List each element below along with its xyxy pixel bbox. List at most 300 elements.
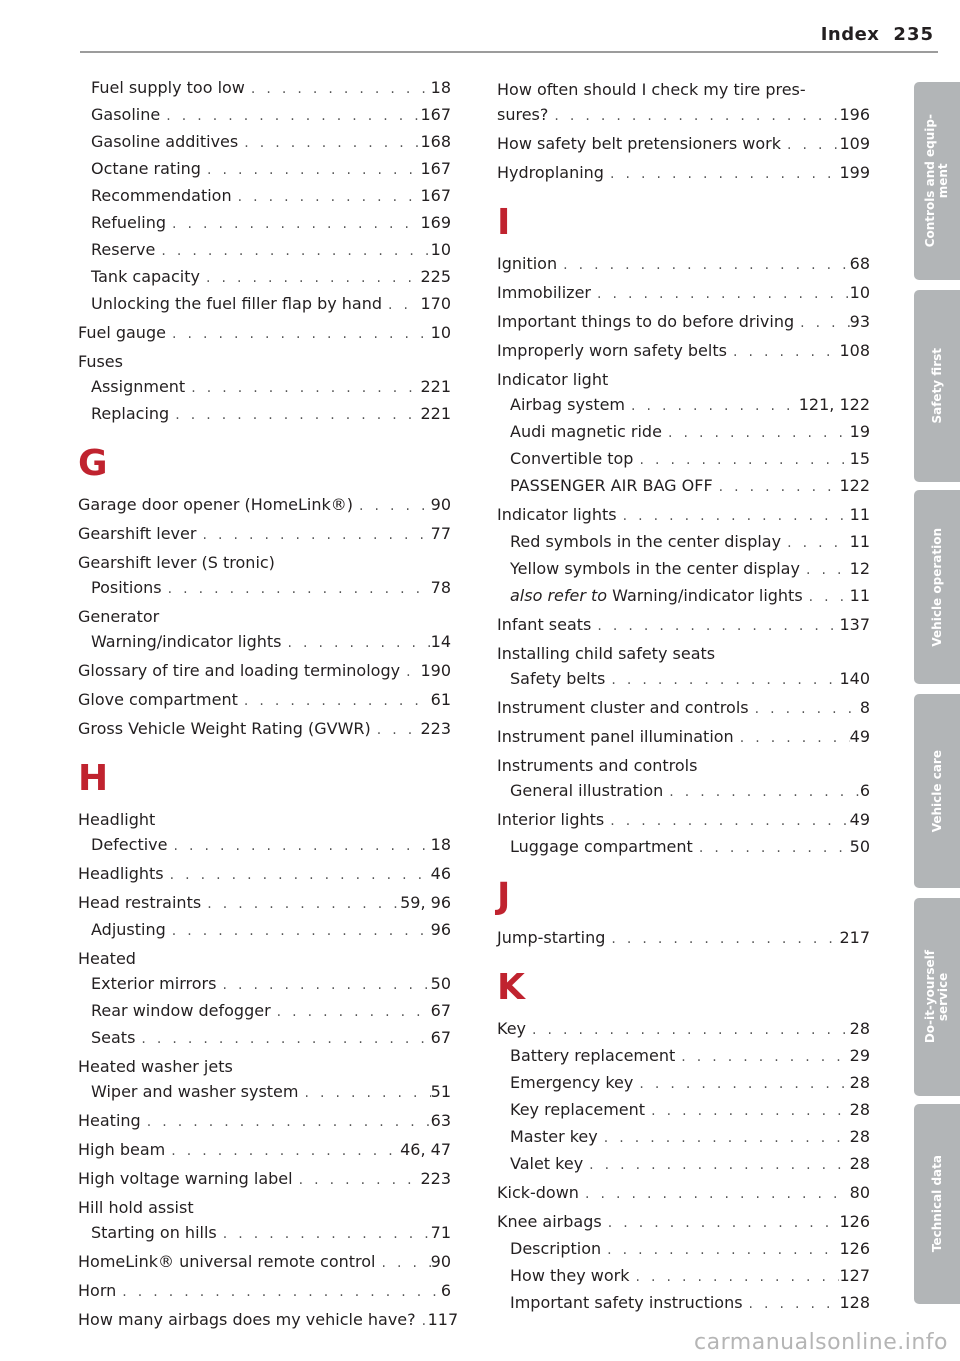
index-entry — [78, 1278, 451, 1305]
chapter-tab — [914, 1104, 960, 1304]
page-reference: 109 — [839, 134, 870, 153]
index-entry — [497, 251, 870, 278]
entry-label: Important things to do before driving — [497, 312, 795, 331]
index-entry-heading: Headlight — [78, 810, 156, 829]
entry-label: Tank capacity — [91, 267, 200, 286]
index-subentry — [497, 1043, 870, 1070]
index-subentry — [78, 971, 451, 998]
entry-label: Kick-down — [497, 1183, 579, 1202]
index-subentry — [497, 446, 870, 473]
entry-label: Octane rating — [91, 159, 201, 178]
index-subentry — [78, 156, 451, 183]
index-subentry — [78, 264, 451, 291]
index-subentry — [78, 401, 451, 428]
page-reference: 63 — [430, 1111, 451, 1130]
page-reference: 14 — [430, 632, 451, 651]
entry-label: Infant seats — [497, 615, 592, 634]
index-entry — [78, 521, 451, 548]
dot-leader — [591, 614, 839, 639]
page-reference: 49 — [849, 727, 870, 746]
page-reference: 126 — [839, 1239, 870, 1258]
index-entry — [497, 724, 870, 751]
watermark: carmanualsonline.info — [694, 1330, 948, 1355]
entry-label: Replacing — [91, 404, 170, 423]
dot-leader — [201, 892, 400, 917]
dot-leader — [579, 1182, 850, 1207]
entry-label: Audi magnetic ride — [510, 422, 662, 441]
entry-label: Wiper and washer system — [91, 1082, 299, 1101]
dot-leader — [727, 340, 840, 365]
page-reference: 90 — [430, 1252, 451, 1271]
page-reference: 223 — [420, 719, 451, 738]
page-reference: 11 — [849, 532, 870, 551]
page-reference: 196 — [839, 105, 870, 124]
entry-label: Adjusting — [91, 920, 166, 939]
page-reference: 18 — [430, 78, 451, 97]
index-subentry — [78, 237, 451, 264]
page-reference: 170 — [420, 294, 451, 313]
page-reference: 6 — [859, 781, 870, 800]
dot-leader — [633, 1072, 849, 1097]
entry-label: High voltage warning label — [78, 1169, 293, 1188]
dot-leader — [693, 836, 850, 861]
dot-leader — [232, 185, 421, 210]
page-reference: 10 — [430, 323, 451, 342]
index-entry-heading: Indicator light — [497, 370, 609, 389]
index-entry — [497, 1209, 870, 1236]
page-reference: 217 — [839, 928, 870, 947]
entry-label: Glossary of tire and loading terminology — [78, 661, 401, 680]
entry-label: Unlocking the fuel filler flap by hand — [91, 294, 383, 313]
index-entry — [78, 1137, 451, 1164]
entry-label: Jump-starting — [497, 928, 606, 947]
dot-leader — [604, 162, 839, 187]
dot-leader — [781, 531, 850, 556]
index-subentry — [78, 210, 451, 237]
dot-leader — [605, 927, 839, 952]
page-reference: 46, 47 — [400, 1140, 451, 1159]
entry-label: Description — [510, 1239, 602, 1258]
entry-label: Reserve — [91, 240, 156, 259]
index-subentry — [78, 832, 451, 859]
entry-label: HomeLink® universal remote control — [78, 1252, 376, 1271]
dot-leader — [675, 1045, 849, 1070]
header-rule — [80, 51, 938, 53]
page-reference: 225 — [420, 267, 451, 286]
page-reference: 168 — [420, 132, 451, 151]
page-reference: 117 — [427, 1310, 459, 1329]
index-subentry — [497, 1236, 870, 1263]
entry-label: Gasoline — [91, 105, 161, 124]
entry-label: Exterior mirrors — [91, 974, 217, 993]
page-reference: 28 — [849, 1154, 870, 1173]
index-letter-heading: G — [78, 443, 108, 484]
page-reference: 221 — [420, 404, 451, 423]
dot-leader — [583, 1153, 849, 1178]
index-letter-heading: H — [78, 758, 109, 799]
dot-leader — [169, 403, 420, 428]
entry-label: Luggage compartment — [510, 837, 693, 856]
dot-leader — [602, 1211, 840, 1236]
index-entry — [497, 925, 870, 952]
index-subentry — [497, 834, 870, 861]
chapter-tab — [914, 290, 960, 482]
page-reference: 121, 122 — [798, 395, 870, 414]
entry-label: Knee airbags — [497, 1212, 602, 1231]
index-entry — [497, 502, 870, 529]
index-subentry — [78, 1079, 451, 1106]
chapter-tab-label: Do-it-yourself service — [923, 950, 950, 1044]
section-title: Index — [820, 24, 880, 45]
dot-leader — [167, 834, 430, 859]
index-entry — [497, 338, 870, 365]
page-reference: 96 — [430, 920, 451, 939]
entry-label: Key replacement — [510, 1100, 646, 1119]
page-reference: 28 — [849, 1100, 870, 1119]
entry-label: Garage door opener (HomeLink®) — [78, 495, 354, 514]
chapter-tab — [914, 490, 960, 684]
entry-label: Rear window defogger — [91, 1001, 271, 1020]
index-entry-heading: How often should I check my tire pres- — [497, 80, 806, 99]
index-entry-heading: Installing child safety seats — [497, 644, 716, 663]
index-subentry — [78, 998, 451, 1025]
entry-label: Safety belts — [510, 669, 606, 688]
page-reference: 190 — [420, 661, 451, 680]
dot-leader — [166, 212, 420, 237]
dot-leader — [663, 780, 860, 805]
dot-leader — [201, 158, 421, 183]
index-subentry — [78, 129, 451, 156]
page-reference: 12 — [849, 559, 870, 578]
dot-leader — [164, 863, 431, 888]
entry-label: Seats — [91, 1028, 136, 1047]
chapter-tab — [914, 898, 960, 1096]
entry-label: Red symbols in the center display — [510, 532, 782, 551]
page-reference: 169 — [420, 213, 451, 232]
dot-leader — [271, 1000, 431, 1025]
page-reference: 140 — [839, 669, 870, 688]
page-reference: 108 — [839, 341, 870, 360]
dot-leader — [743, 1292, 840, 1317]
page-reference: 68 — [849, 254, 870, 273]
dot-leader — [155, 239, 430, 264]
dot-leader — [238, 131, 420, 156]
chapter-tab — [914, 694, 960, 888]
page-reference: 77 — [430, 524, 451, 543]
entry-label: Gross Vehicle Weight Rating (GVWR) — [78, 719, 371, 738]
dot-leader — [185, 376, 420, 401]
page-reference: 10 — [849, 283, 870, 302]
index-entry — [497, 612, 870, 639]
index-subentry — [78, 291, 451, 318]
page-reference: 50 — [849, 837, 870, 856]
dot-leader — [625, 394, 799, 419]
index-subentry — [78, 575, 451, 602]
entry-label: How many airbags does my vehicle have? — [78, 1310, 416, 1329]
dot-leader — [245, 77, 431, 102]
index-subentry — [497, 529, 870, 556]
index-letter-heading: K — [497, 967, 525, 1008]
page-reference: 29 — [849, 1046, 870, 1065]
dot-leader — [630, 1265, 840, 1290]
index-subentry — [497, 1263, 870, 1290]
entry-label: Emergency key — [510, 1073, 634, 1092]
dot-leader — [645, 1099, 850, 1124]
page-reference: 67 — [430, 1001, 451, 1020]
page-reference: 223 — [420, 1169, 451, 1188]
page-number: 235 — [893, 24, 934, 45]
index-subentry — [497, 419, 870, 446]
entry-label: Starting on hills — [91, 1223, 217, 1242]
entry-label: Valet key — [510, 1154, 584, 1173]
see-also-target: Warning/indicator lights — [607, 586, 803, 605]
page-reference: 78 — [430, 578, 451, 597]
entry-label: Instrument panel illumination — [497, 727, 734, 746]
dot-leader — [749, 697, 860, 722]
page-reference: 50 — [430, 974, 451, 993]
dot-leader — [400, 660, 420, 685]
page-reference: 11 — [849, 505, 870, 524]
index-entry — [78, 716, 451, 743]
index-subentry — [497, 1070, 870, 1097]
dot-leader — [196, 523, 430, 548]
entry-label: Assignment — [91, 377, 186, 396]
page-reference: 122 — [839, 476, 870, 495]
entry-label: Important safety instructions — [510, 1293, 743, 1312]
index-subentry — [497, 392, 870, 419]
index-entry-heading: Gearshift lever (S tronic) — [78, 553, 275, 572]
index-entry — [78, 1307, 459, 1334]
page-reference: 46 — [430, 864, 451, 883]
entry-label: Head restraints — [78, 893, 202, 912]
index-entry — [497, 102, 870, 129]
entry-label: Instrument cluster and controls — [497, 698, 749, 717]
dot-leader — [557, 253, 850, 278]
entry-label: Fuel supply too low — [91, 78, 245, 97]
chapter-tab — [914, 82, 960, 280]
page-reference: 11 — [849, 586, 870, 605]
dot-leader — [298, 1081, 430, 1106]
index-subentry — [78, 1220, 451, 1247]
index-entry-heading: Heated — [78, 949, 136, 968]
entry-label: High beam — [78, 1140, 166, 1159]
index-subentry — [497, 1290, 870, 1317]
page-reference: 28 — [849, 1127, 870, 1146]
page-reference: 93 — [849, 312, 870, 331]
dot-leader — [166, 322, 431, 347]
index-entry — [78, 890, 451, 917]
dot-leader — [803, 585, 850, 610]
index-subentry — [497, 583, 870, 610]
index-entry — [497, 807, 870, 834]
entry-label: Gearshift lever — [78, 524, 197, 543]
page-reference: 221 — [420, 377, 451, 396]
index-subentry — [497, 1097, 870, 1124]
index-entry — [78, 1249, 451, 1276]
page-reference: 59, 96 — [400, 893, 451, 912]
dot-leader — [353, 494, 431, 519]
entry-label: PASSENGER AIR BAG OFF — [510, 476, 713, 495]
dot-leader — [781, 133, 839, 158]
entry-label: Fuel gauge — [78, 323, 166, 342]
entry-label: Horn — [78, 1281, 117, 1300]
dot-leader — [382, 293, 420, 318]
entry-label: Improperly worn safety belts — [497, 341, 727, 360]
dot-leader — [662, 421, 850, 446]
dot-leader — [166, 919, 431, 944]
index-entry-heading: Fuses — [78, 352, 123, 371]
index-subentry — [78, 917, 451, 944]
index-subentry — [497, 1124, 870, 1151]
page-reference: 6 — [440, 1281, 451, 1300]
page-reference: 199 — [839, 163, 870, 182]
page-reference: 80 — [849, 1183, 870, 1202]
entry-label: Ignition — [497, 254, 558, 273]
index-subentry — [497, 666, 870, 693]
index-letter-heading: J — [497, 876, 511, 917]
dot-leader — [160, 104, 420, 129]
entry-label: Warning/indicator lights — [91, 632, 282, 651]
page-reference: 128 — [839, 1293, 870, 1312]
page-reference: 28 — [849, 1019, 870, 1038]
dot-leader — [734, 726, 850, 751]
entry-label: Key — [497, 1019, 527, 1038]
dot-leader — [162, 577, 431, 602]
chapter-tab-label: Technical data — [929, 1155, 944, 1253]
dot-leader — [601, 1238, 839, 1263]
index-column-left — [78, 75, 459, 1334]
entry-label: Refueling — [91, 213, 167, 232]
dot-leader — [371, 718, 421, 743]
chapter-tab-label: Vehicle care — [929, 749, 944, 833]
page-reference: 15 — [849, 449, 870, 468]
entry-label: How safety belt pretensioners work — [497, 134, 781, 153]
index-entry — [78, 1166, 451, 1193]
index-subentry — [497, 1151, 870, 1178]
index-entry — [78, 687, 451, 714]
entry-label: Glove compartment — [78, 690, 238, 709]
page-reference: 67 — [430, 1028, 451, 1047]
index-entry-heading: Instruments and controls — [497, 756, 698, 775]
chapter-tab-label: Vehicle operation — [929, 527, 944, 647]
dot-leader — [526, 1018, 850, 1043]
page-reference: 8 — [859, 698, 870, 717]
page-reference: 127 — [839, 1266, 870, 1285]
entry-label: Defective — [91, 835, 168, 854]
page-reference: 61 — [430, 690, 451, 709]
index-subentry — [78, 75, 451, 102]
dot-leader — [713, 475, 840, 500]
dot-leader — [200, 266, 420, 291]
index-subentry — [78, 629, 451, 656]
index-entry — [78, 1108, 451, 1135]
index-entry — [78, 320, 451, 347]
index-entry-heading: Heated washer jets — [78, 1057, 233, 1076]
entry-label: Yellow symbols in the center display — [510, 559, 800, 578]
index-subentry — [78, 1025, 451, 1052]
dot-leader — [293, 1168, 421, 1193]
entry-label: Immobilizer — [497, 283, 591, 302]
entry-label: Positions — [91, 578, 162, 597]
entry-label: Interior lights — [497, 810, 605, 829]
index-entry — [78, 492, 451, 519]
index-subentry — [78, 374, 451, 401]
index-entry — [497, 309, 870, 336]
entry-label: Airbag system — [510, 395, 626, 414]
entry-label: General illustration — [510, 781, 664, 800]
index-subentry — [497, 556, 870, 583]
index-subentry — [78, 102, 451, 129]
page-reference: 167 — [420, 159, 451, 178]
index-subentry — [497, 778, 870, 805]
page-reference: 49 — [849, 810, 870, 829]
index-entry — [497, 1180, 870, 1207]
chapter-tab-label: Controls and equip- ment — [923, 114, 950, 248]
entry-label: Heating — [78, 1111, 141, 1130]
dot-leader — [617, 504, 850, 529]
dot-leader — [548, 104, 839, 129]
page-reference: 90 — [430, 495, 451, 514]
index-entry — [497, 280, 870, 307]
page-header — [821, 24, 934, 45]
index-entry — [497, 695, 870, 722]
dot-leader — [238, 689, 431, 714]
dot-leader — [216, 973, 430, 998]
index-entry — [497, 131, 870, 158]
entry-label: Recommendation — [91, 186, 232, 205]
dot-leader — [605, 668, 839, 693]
entry-label: Hydroplaning — [497, 163, 604, 182]
dot-leader — [141, 1110, 431, 1135]
page-reference: 71 — [430, 1223, 451, 1242]
page-reference: 137 — [839, 615, 870, 634]
dot-leader — [281, 631, 430, 656]
index-entry — [497, 1016, 870, 1043]
entry-label: sures? — [497, 105, 549, 124]
entry-label — [510, 583, 803, 608]
entry-label: Master key — [510, 1127, 598, 1146]
chapter-tab-label: Safety first — [929, 348, 944, 424]
index-entry-heading: Hill hold assist — [78, 1198, 194, 1217]
dot-leader — [135, 1027, 430, 1052]
see-also-label: also refer to — [510, 586, 608, 605]
entry-label: Battery replacement — [510, 1046, 676, 1065]
dot-leader — [217, 1222, 431, 1247]
page-reference: 167 — [420, 186, 451, 205]
dot-leader — [633, 448, 849, 473]
index-subentry — [497, 473, 870, 500]
page-reference: 18 — [430, 835, 451, 854]
index-entry — [78, 861, 451, 888]
dot-leader — [591, 282, 850, 307]
entry-label: Indicator lights — [497, 505, 617, 524]
index-entry — [78, 658, 451, 685]
page-reference: 51 — [430, 1082, 451, 1101]
page-reference: 167 — [420, 105, 451, 124]
index-letter-heading: I — [497, 202, 511, 243]
index-entry — [497, 160, 870, 187]
page-reference: 28 — [849, 1073, 870, 1092]
dot-leader — [376, 1251, 431, 1276]
index-column-right — [497, 75, 870, 1317]
index-entry-heading: Generator — [78, 607, 160, 626]
dot-leader — [800, 558, 850, 583]
entry-label: Gasoline additives — [91, 132, 239, 151]
entry-label: Convertible top — [510, 449, 634, 468]
dot-leader — [794, 311, 850, 336]
page-reference: 126 — [839, 1212, 870, 1231]
entry-label: How they work — [510, 1266, 630, 1285]
